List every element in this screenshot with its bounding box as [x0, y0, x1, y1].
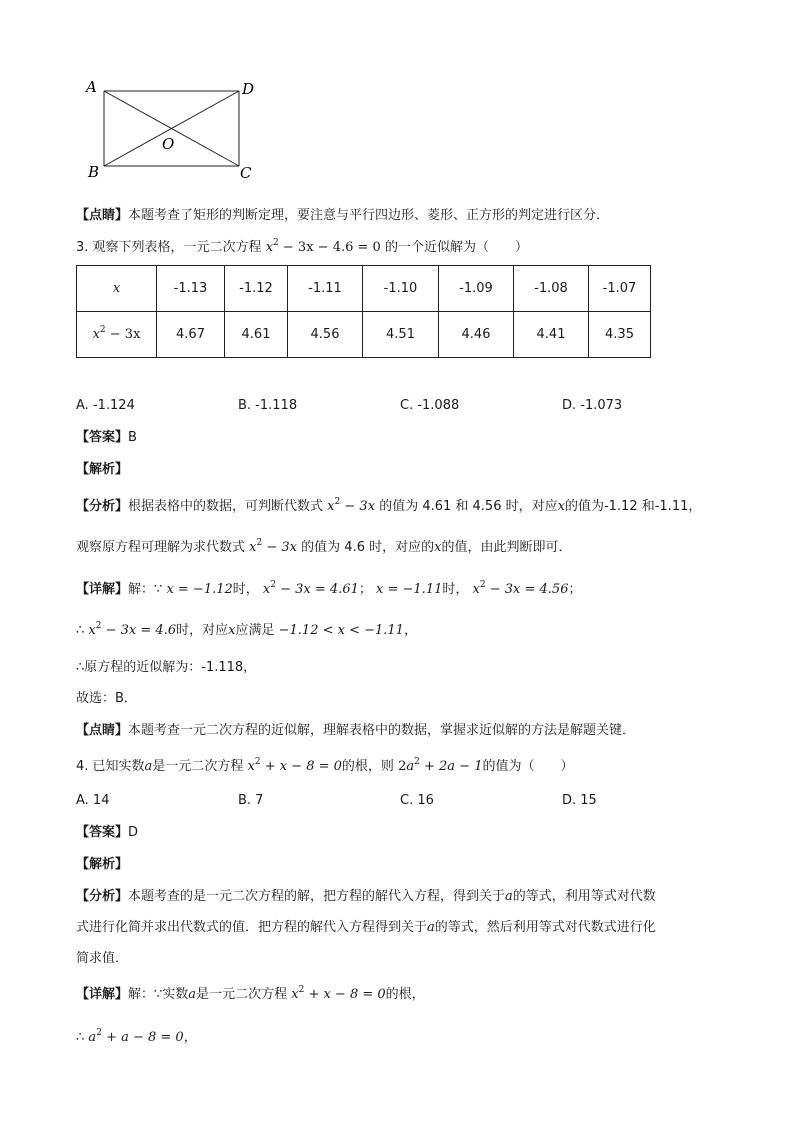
table-cell: 4.56: [288, 312, 363, 358]
table-cell: 4.61: [225, 312, 288, 358]
table-cell: 4.67: [157, 312, 225, 358]
q4-fenxi-line1: 【分析】本题考查的是一元二次方程的解，把方程的解代入方程，得到关于a的等式，利用等式对代数: [76, 889, 656, 904]
q3-fenxi-line2: 观察原方程可理解为求代数式 $x^2 - 3x$ 的值为 4.6 时，对应的x的值，由此判断即可．: [76, 538, 572, 555]
q3-xiangjie-line4: 故选：B．: [76, 691, 137, 706]
table-cell: -1.10: [363, 266, 439, 312]
table-cell: -1.09: [439, 266, 514, 312]
q4-option-d[interactable]: D. 15: [562, 793, 597, 808]
table-cell: 4.46: [439, 312, 514, 358]
table-row-x: [77, 266, 651, 312]
q4-answer: 【答案】D: [76, 825, 139, 840]
q3-answer: 【答案】B: [76, 430, 137, 445]
q3-stem: 3. 观察下列表格，一元二次方程 $x^2 - 3x - 4.6 = 0$ 的一个近似解为（ ）: [76, 238, 528, 255]
table-cell: 4.41: [514, 312, 589, 358]
q4-fenxi-line2: 式进行化简并求出代数式的值．把方程的解代入方程得到关于a的等式，然后利用等式对代数式进行化: [76, 920, 656, 935]
table-cell: 4.51: [363, 312, 439, 358]
q3-xiangjie-line2: ∴ $x^2 - 3x = 4.6$时，对应x应满足 −1.12 < x < −1.11，: [76, 621, 417, 638]
row-label-expr: $x^2 - 3x$: [77, 312, 157, 358]
row-label-x: x: [77, 266, 157, 312]
table-cell: 4.35: [589, 312, 651, 358]
q3-equation: $x^2 - 3x - 4.6 = 0$: [265, 238, 381, 255]
label-b: B: [88, 163, 100, 181]
value-table: [76, 265, 651, 358]
rectangle-figure: [80, 74, 280, 184]
table-cell: -1.13: [157, 266, 225, 312]
label-d: D: [242, 80, 255, 98]
q3-dianjing: 【点睛】本题考查一元二次方程的近似解，理解表格中的数据，掌握求近似解的方法是解题关键．: [76, 723, 636, 738]
q3-option-a[interactable]: A. -1.124: [76, 398, 135, 413]
table-cell: -1.12: [225, 266, 288, 312]
table-cell: -1.07: [589, 266, 651, 312]
label-c: C: [240, 164, 252, 182]
q4-option-c[interactable]: C. 16: [400, 793, 434, 808]
q3-analysis-heading: 【解析】: [76, 462, 129, 477]
q4-option-a[interactable]: A. 14: [76, 793, 110, 808]
q4-xiangjie-line2: ∴ $a^2 + a - 8 = 0$，: [76, 1028, 197, 1045]
q3-option-c[interactable]: C. -1.088: [400, 398, 460, 413]
table-cell: -1.08: [514, 266, 589, 312]
q2-dianjing: 【点睛】本题考查了矩形的判断定理，要注意与平行四边形、菱形、正方形的判定进行区分．: [76, 208, 610, 223]
q3-option-d[interactable]: D. -1.073: [562, 398, 623, 413]
q4-xiangjie-line1: 【详解】解：∵实数a是一元二次方程 $x^2 + x - 8 = 0$的根，: [76, 985, 425, 1002]
q3-xiangjie-line3: ∴原方程的近似解为：-1.118，: [76, 660, 257, 675]
q4-fenxi-line3: 简求值．: [76, 951, 129, 966]
q3-fenxi-line1: 【分析】根据表格中的数据，可判断代数式 $x^2 - 3x$ 的值为 4.61 和 4.56 时，对应x的值为-1.12 和-1.11，: [76, 497, 702, 514]
q4-stem: 4. 已知实数a是一元二次方程 $x^2 + x - 8 = 0$的根，则 $2a^2 + 2a - 1$的值为（ ）: [76, 757, 574, 774]
table-cell: -1.11: [288, 266, 363, 312]
q4-analysis-heading: 【解析】: [76, 857, 129, 872]
q4-option-b[interactable]: B. 7: [238, 793, 264, 808]
label-a: A: [86, 78, 97, 96]
label-o: O: [162, 135, 175, 153]
table-row-expr: [77, 312, 651, 358]
q3-option-b[interactable]: B. -1.118: [238, 398, 298, 413]
q3-xiangjie-line1: 【详解】解：∵ x = −1.12时， $x^2 - 3x = 4.61$； x = −1.11时， $x^2 - 3x = 4.56$；: [76, 580, 582, 597]
